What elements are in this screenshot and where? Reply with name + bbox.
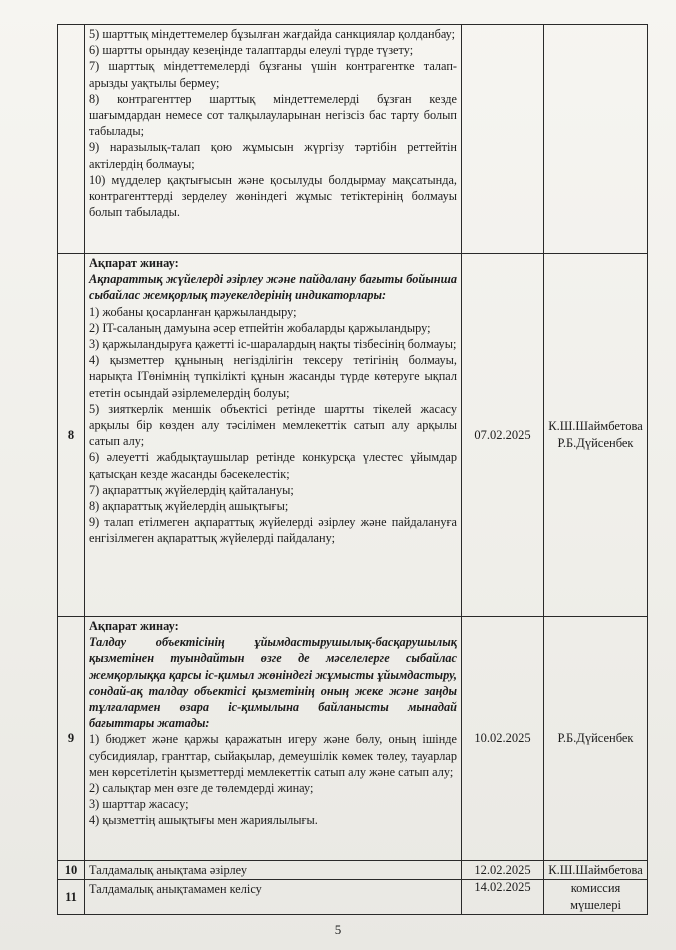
list-item: 8) контрагенттер шарттық міндеттемелерді бұзған кезде шағымдардан немесе сот талқылауларынан негізсіз бас тарту болып табылады; — [89, 91, 457, 139]
responsible-cell: Р.Б.Дүйсенбек — [544, 617, 648, 861]
list-item: 7) шарттық міндеттемелерді бұзғаны үшін контрагентке талап-арызды уақтылы бермеу; — [89, 59, 457, 90]
row-number: 9 — [58, 617, 85, 861]
list-item: 2) салықтар мен өзге де төлемдерді жинау; — [89, 781, 314, 796]
table-row-8 — [58, 254, 648, 617]
list-item: 7) ақпараттық жүйелердің қайталануы; — [89, 482, 294, 497]
row-heading: Ақпарат жинау: — [89, 619, 179, 633]
row-number-cell — [58, 25, 85, 254]
list-item: 4) қызметтің ашықтығы мен жариялылығы. — [89, 813, 318, 828]
row-number: 10 — [58, 861, 85, 880]
responsible-cell — [544, 254, 648, 617]
list-item: 5) шарттық міндеттемелер бұзылған жағдайда санкциялар қолданбау; — [89, 27, 456, 41]
row-number: 8 — [58, 254, 85, 617]
responsible-cell: К.Ш.Шаймбетова — [544, 861, 648, 880]
responsible-cell — [544, 25, 648, 254]
table-row-11 — [58, 880, 648, 915]
list-item: 8) ақпараттық жүйелердің ашықтығы; — [89, 499, 289, 514]
table-row-10 — [58, 861, 648, 880]
list-item: 6) шартты орындау кезеңінде талаптарды елеулі түрде түзету; — [89, 43, 414, 58]
list-item: 2) IT-саланың дамуына әсер етпейтін жобаларды қаржыландыру; — [89, 320, 431, 335]
measure-cell — [85, 254, 462, 617]
responsible-cell — [544, 880, 648, 915]
date-cell: 14.02.2025 — [462, 880, 544, 915]
responsible-group: мүшелері — [570, 898, 621, 913]
responsible-person: К.Ш.Шаймбетова — [548, 419, 643, 433]
page-number: 5 — [334, 922, 342, 937]
date-cell: 12.02.2025 — [462, 861, 544, 880]
list-item: 9) наразылық-талап қою жұмысын жүргізу тәртібін реттейтін актілердің болмауы; — [89, 140, 457, 171]
measure-cell: Талдамалық анықтама әзірлеу — [85, 861, 462, 880]
row-subheading: Ақпараттық жүйелерді әзірлеу және пайдалану бағыты бойынша сыбайлас жемқорлық тәуекелдерінің индикаторлары: — [89, 272, 457, 303]
date-cell: 10.02.2025 — [462, 617, 544, 861]
list-item: 5) зияткерлік меншік объектісі ретінде шартты тікелей жасасу арқылы бір көзден алу тәсілімен мемлекеттік сатып алу арқылы сатып алу; — [89, 401, 457, 449]
measure-cell — [85, 25, 462, 254]
measure-cell — [85, 617, 462, 861]
table-row-continuation — [58, 25, 648, 254]
list-item: 4) қызметтер құнының негізділігін тексеру тетігінің болмауы, нарықта ITөнімнің түпкілікті құнын жасанды түрде көтеруге ықпал ететін осындай әзірлемелердің болуы; — [89, 353, 457, 400]
list-item: 3) шарттар жасасу; — [89, 797, 189, 812]
list-item: 1) жобаны қосарланған қаржыландыру; — [89, 304, 297, 319]
date-cell — [462, 25, 544, 254]
table-row-9 — [58, 617, 648, 861]
responsible-group: комиссия — [570, 881, 621, 896]
list-item: 1) бюджет және қаржы қаражатын игеру және бөлу, оның ішінде субсидиялар, гранттар, сыйақылар, демеушілік көмек төлеу, тауарлар мен көрсетілетін қызметтерді мемлекеттік сатып алу және сатып алу; — [89, 732, 457, 779]
date-cell: 07.02.2025 — [462, 254, 544, 617]
row-number: 11 — [58, 880, 85, 915]
responsible-person: Р.Б.Дүйсенбек — [557, 436, 634, 450]
list-item: 6) әлеуетті жабдықтаушылар ретінде конкурсқа үлестес ұйымдар қатысқан кезде жасанды бәсекелестік; — [89, 450, 457, 481]
list-item: 9) талап етілмеген ақпараттық жүйелерді әзірлеу және пайдалануға енгізілмеген ақпараттық жүйелерді пайдалану; — [89, 515, 457, 546]
list-item: 10) мүдделер қақтығысын және қосылуды болдырмау мақсатында, контрагенттерді зерделеу жөніндегі жұмыс тетіктерінің болмауы болып табылады. — [89, 172, 457, 220]
plan-table — [57, 24, 648, 915]
list-item: 3) қаржыландыруға қажетті іс-шаралардың нақты тізбесінің болмауы; — [89, 337, 457, 352]
row-subheading: Талдау объектісінің ұйымдастырушылық-басқарушылық қызметінен туындайтын өзге де мәселелерге сыбайлас жемқорлыққа қарсы іс-қимыл жөніндегі жұмысты ұйымдастыру, сондай-ақ талдау объектісі қызметінің оның жеке және заңды тұлғалармен өзара іс-қимылына байланысты мынадай бағыттары жатады: — [89, 635, 457, 731]
row-heading: Ақпарат жинау: — [89, 256, 179, 270]
measure-cell: Талдамалық анықтамамен келісу — [85, 880, 462, 915]
